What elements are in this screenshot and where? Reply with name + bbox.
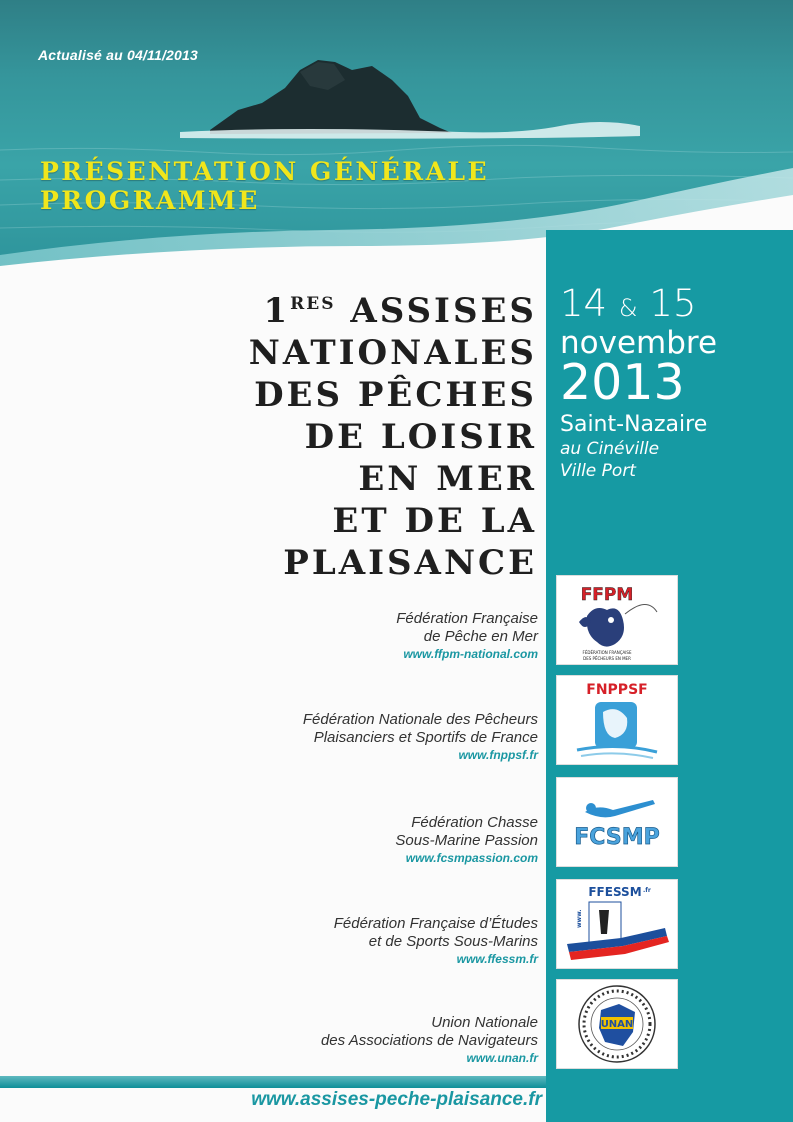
- org-name-line: de Pêche en Mer: [423, 628, 538, 645]
- org-unan: [178, 1014, 538, 1066]
- org-url-link[interactable]: www.ffpm-national.com: [403, 647, 538, 661]
- org-name-line: Plaisanciers et Sportifs de France: [313, 729, 538, 746]
- ffessm-logo-suffix: .fr: [643, 887, 651, 894]
- ffessm-logo-text: FFESSM: [588, 885, 642, 899]
- hero-title-line-2: PROGRAMME: [40, 186, 260, 215]
- main-title-ordinal-suffix: RES: [290, 294, 336, 314]
- main-title-line-1: [249, 283, 537, 332]
- org-fcsmp: [178, 814, 538, 866]
- org-url-link[interactable]: www.fcsmpassion.com: [405, 851, 538, 865]
- footer-website-link[interactable]: www.assises-peche-plaisance.fr: [251, 1089, 542, 1110]
- unan-logo-text: UNAN: [600, 1019, 634, 1030]
- org-name-line: Fédération Française d’Études: [333, 915, 538, 932]
- updated-date: Actualisé au 04/11/2013: [38, 47, 198, 63]
- day-ampersand: &: [618, 294, 638, 322]
- ffessm-logo: [556, 879, 678, 969]
- ffpm-logo-subtext-2: DES PÊCHEURS EN MER: [583, 656, 631, 661]
- event-days: [560, 284, 717, 328]
- ffessm-logo-side-text: www.: [576, 909, 583, 928]
- ffpm-logo-text: FFPM: [580, 585, 634, 605]
- event-venue-line-1: au Cinéville: [560, 439, 660, 459]
- org-name-line: Sous-Marine Passion: [395, 832, 538, 849]
- org-ffpm: [178, 610, 538, 662]
- main-title-line-7: PLAISANCE: [283, 543, 537, 583]
- org-url-link[interactable]: www.ffessm.fr: [456, 952, 538, 966]
- org-url-link[interactable]: www.unan.fr: [466, 1051, 538, 1065]
- event-city: Saint-Nazaire: [560, 412, 708, 437]
- fcsmp-logo-text: FCSMP: [574, 825, 660, 850]
- footer-divider: [0, 1076, 546, 1088]
- event-date-block: [560, 284, 717, 482]
- main-title-line-5: EN MER: [358, 459, 537, 499]
- event-venue-line-2: Ville Port: [560, 461, 636, 481]
- main-title-line-1-text: ASSISES: [335, 291, 537, 331]
- event-year: 2013: [560, 354, 685, 411]
- org-name-line: des Associations de Navigateurs: [320, 1032, 538, 1049]
- ffpm-logo: [556, 575, 678, 665]
- org-url-link[interactable]: www.fnppsf.fr: [458, 748, 538, 762]
- org-name-line: Fédération Nationale des Pêcheurs: [302, 711, 538, 728]
- org-name-line: et de Sports Sous-Marins: [368, 933, 538, 950]
- day-end: 15: [649, 282, 697, 325]
- org-name-line: Fédération Chasse: [411, 814, 538, 831]
- hero-title: [40, 157, 489, 215]
- org-name-line: Fédération Française: [396, 610, 538, 627]
- main-title-line-6: ET DE LA: [332, 501, 537, 541]
- event-month: novembre: [560, 325, 718, 361]
- fnppsf-logo-text: FNPPSF: [586, 682, 648, 698]
- org-fnppsf: [178, 711, 538, 763]
- main-title-line-2: NATIONALES: [248, 333, 537, 373]
- main-title: [249, 283, 537, 584]
- main-title-ordinal: 1: [263, 291, 291, 331]
- fnppsf-logo: [556, 675, 678, 765]
- org-name-line: Union Nationale: [431, 1014, 538, 1031]
- day-start: 14: [560, 282, 608, 325]
- main-title-line-3: DES PÊCHES: [254, 375, 537, 415]
- unan-logo: [556, 979, 678, 1069]
- main-title-line-4: DE LOISIR: [304, 417, 537, 457]
- org-ffessm: [178, 915, 538, 967]
- fcsmp-logo: [556, 777, 678, 867]
- hero-title-line-1: PRÉSENTATION GÉNÉRALE: [40, 157, 490, 186]
- ffpm-logo-subtext-1: FÉDÉRATION FRANÇAISE: [582, 650, 632, 655]
